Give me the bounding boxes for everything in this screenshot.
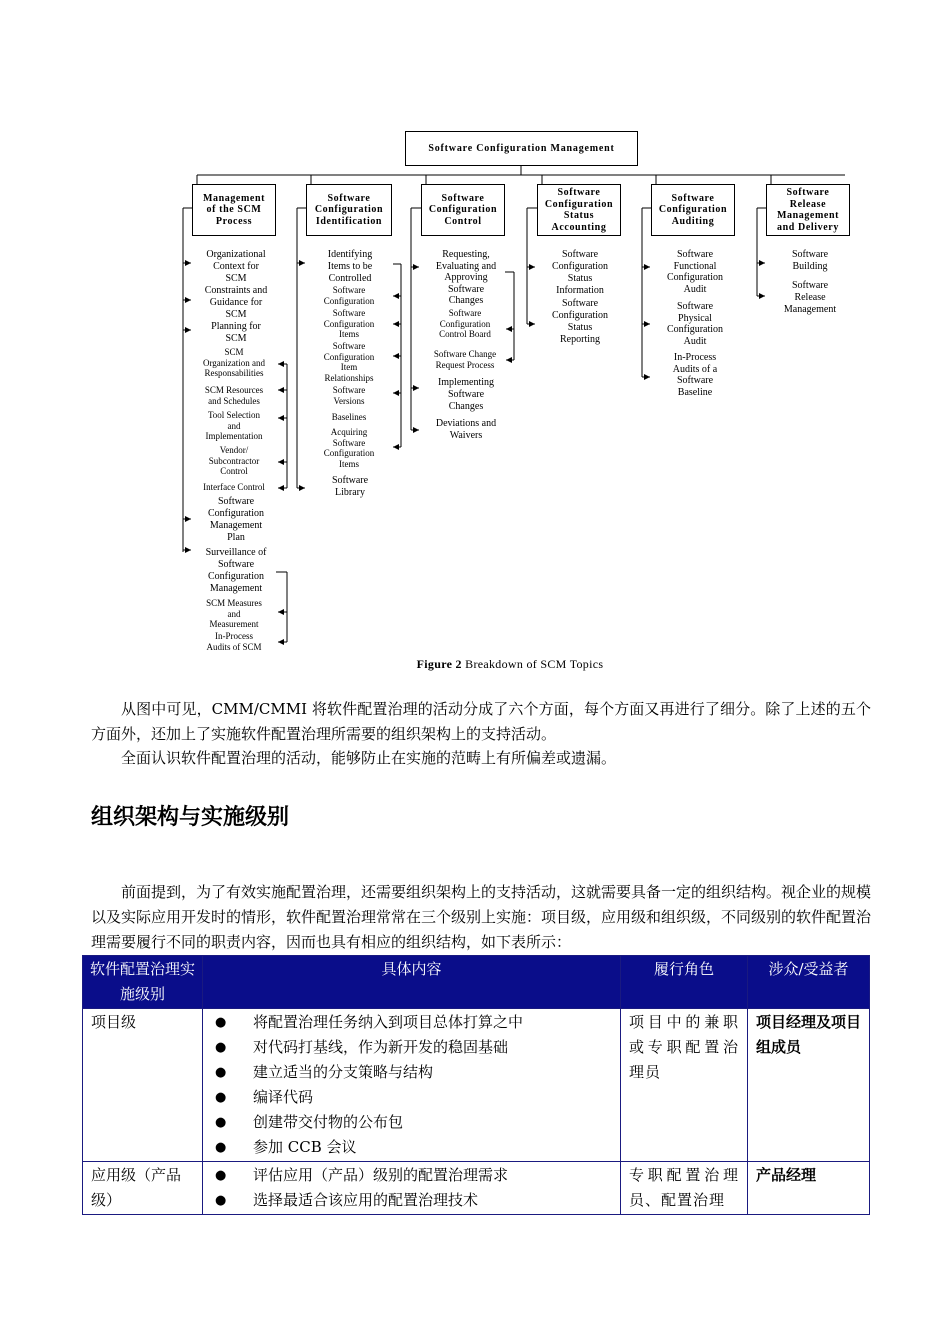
- scm-levels-table: [82, 955, 870, 1215]
- arrowhead: [278, 609, 284, 615]
- cell-stakeholder: 产品经理: [748, 1162, 870, 1215]
- cell-level: 项目级: [83, 1009, 203, 1162]
- column-header-control: Software Configuration Control: [421, 184, 505, 236]
- diagram-item: In-Process Audits of a Software Baseline: [672, 352, 718, 398]
- arrowhead: [393, 293, 399, 299]
- diagram-item: SCM Measures and Measurement: [206, 598, 262, 629]
- diagram-item: Constraints and Guidance for SCM: [204, 285, 268, 320]
- header-content: 具体内容: [203, 956, 621, 1009]
- arrowhead: [278, 361, 284, 367]
- diagram-item: Implementing Software Changes: [437, 377, 495, 412]
- paragraph-coverage: 全面认识软件配置治理的活动，能够防止在实施的范畴上有所偏差或遗漏。: [121, 749, 617, 767]
- diagram-item: In-Process Audits of SCM: [206, 631, 262, 652]
- column-header-scm-process: Management of the SCM Process: [192, 184, 276, 236]
- list-item: ● 参加 CCB 会议: [211, 1135, 612, 1160]
- diagram-item: Requesting, Evaluating and Approving Software Changes: [435, 249, 497, 306]
- arrowhead: [299, 260, 305, 266]
- paragraph-overview: 从图中可见，CMM/CMMI 将软件配置治理的活动分成了六个方面，每个方面又再进行了细分。除了上述的五个方面外，还加上了实施软件配置治理所需要的组织架构上的支持活动。: [91, 700, 871, 743]
- list-item: ● 编译代码: [211, 1085, 612, 1110]
- arrowhead: [299, 485, 305, 491]
- diagram-item: Software Configuration Item Relationships: [323, 341, 375, 383]
- diagram-item: Software Change Request Process: [433, 349, 497, 370]
- arrowhead: [278, 387, 284, 393]
- content-list: [211, 1163, 612, 1213]
- diagram-item: Software Release Management: [783, 280, 837, 315]
- column-header-release: Software Release Management and Delivery: [766, 184, 850, 236]
- list-item: ● 选择最适合该应用的配置治理技术: [211, 1188, 612, 1213]
- diagram-item: Vendor/ Subcontractor Control: [208, 445, 260, 476]
- diagram-item: Software Configuration Status Information: [551, 249, 609, 296]
- arrowhead: [393, 390, 399, 396]
- cell-role: 项目中的兼职或专职配置治理员: [621, 1009, 748, 1162]
- diagram-item: Deviations and Waivers: [435, 418, 497, 441]
- diagram-item: Organizational Context for SCM: [206, 249, 266, 284]
- arrowhead: [759, 293, 765, 299]
- arrowhead: [759, 260, 765, 266]
- arrowhead: [413, 264, 419, 270]
- cell-content: [203, 1009, 621, 1162]
- table-header-row: [83, 956, 870, 1009]
- diagram-item: SCM Organization and Responsabilities: [202, 347, 266, 378]
- diagram-item: Baselines: [331, 412, 367, 422]
- cell-level: 应用级（产品级）: [83, 1162, 203, 1215]
- diagram-item: Planning for SCM: [211, 321, 261, 344]
- arrowhead: [393, 444, 399, 450]
- cell-stakeholder: 项目经理及项目组成员: [748, 1009, 870, 1162]
- diagram-item: Surveillance of Software Configuration Management: [205, 547, 267, 594]
- arrowhead: [278, 485, 284, 491]
- arrowhead: [278, 639, 284, 645]
- cell-role: 专职配置治理员、配置治理: [621, 1162, 748, 1215]
- table-row: [83, 1162, 870, 1215]
- list-item: ● 评估应用（产品）级别的配置治理需求: [211, 1163, 612, 1188]
- arrowhead: [278, 459, 284, 465]
- list-item: ● 建立适当的分支策略与结构: [211, 1060, 612, 1085]
- column-header-auditing: Software Configuration Auditing: [651, 184, 735, 236]
- diagram-item: Software Configuration Management Plan: [207, 496, 265, 543]
- table-row: [83, 1009, 870, 1162]
- header-stakeholder: 涉众/受益者: [748, 956, 870, 1009]
- diagram-root-box: Software Configuration Management: [405, 131, 638, 166]
- arrowhead: [393, 321, 399, 327]
- list-item: ● 将配置治理任务纳入到项目总体打算之中: [211, 1010, 612, 1035]
- list-item: ● 对代码打基线，作为新开发的稳固基础: [211, 1035, 612, 1060]
- cell-content: [203, 1162, 621, 1215]
- diagram-item: Identifying Items to be Controlled: [327, 249, 373, 284]
- diagram-item: Software Library: [331, 475, 369, 498]
- diagram-item: Tool Selection and Implementation: [205, 410, 263, 441]
- diagram-item: Software Building: [791, 249, 829, 272]
- arrowhead: [278, 415, 284, 421]
- paragraph-org-structure: 前面提到，为了有效实施配置治理，还需要组织架构上的支持活动，这就需要具备一定的组织结构。视企业的规模以及实际应用开发时的情形，软件配置治理常常在三个级别上实施：项目级，应用级和组织级，不同级别的软件配置治理需要履行不同的职责内容，因而也具有相应的组织结构，如下表所示：: [91, 883, 872, 951]
- list-item: ● 创建带交付物的公布包: [211, 1110, 612, 1135]
- section-heading: 组织架构与实施级别: [91, 805, 290, 830]
- diagram-item: Software Functional Configuration Audit: [666, 249, 724, 295]
- content-list: [211, 1010, 612, 1160]
- figure-caption-text: Breakdown of SCM Topics: [461, 657, 604, 671]
- diagram-item: Software Configuration Control Board: [439, 308, 491, 339]
- diagram-item: SCM Resources and Schedules: [204, 385, 264, 406]
- diagram-item: Software Physical Configuration Audit: [666, 301, 724, 347]
- header-role: 履行角色: [621, 956, 748, 1009]
- arrowhead: [393, 353, 399, 359]
- diagram-item: Interface Control: [203, 482, 265, 492]
- diagram-item: Software Configuration Items: [323, 308, 375, 339]
- diagram-item: Software Configuration Status Reporting: [551, 298, 609, 345]
- diagram-item: Software Versions: [332, 385, 366, 406]
- arrowhead: [413, 427, 419, 433]
- column-header-identification: Software Configuration Identification: [306, 184, 392, 236]
- diagram-item: Software Configuration: [323, 285, 375, 306]
- figure-caption: [300, 657, 720, 672]
- diagram-item: Acquiring Software Configuration Items: [323, 427, 375, 469]
- figure-caption-label: Figure 2: [416, 657, 462, 671]
- column-header-status-accounting: Software Configuration Status Accounting: [537, 184, 621, 236]
- header-level: 软件配置治理实施级别: [83, 956, 203, 1009]
- arrowhead: [413, 385, 419, 391]
